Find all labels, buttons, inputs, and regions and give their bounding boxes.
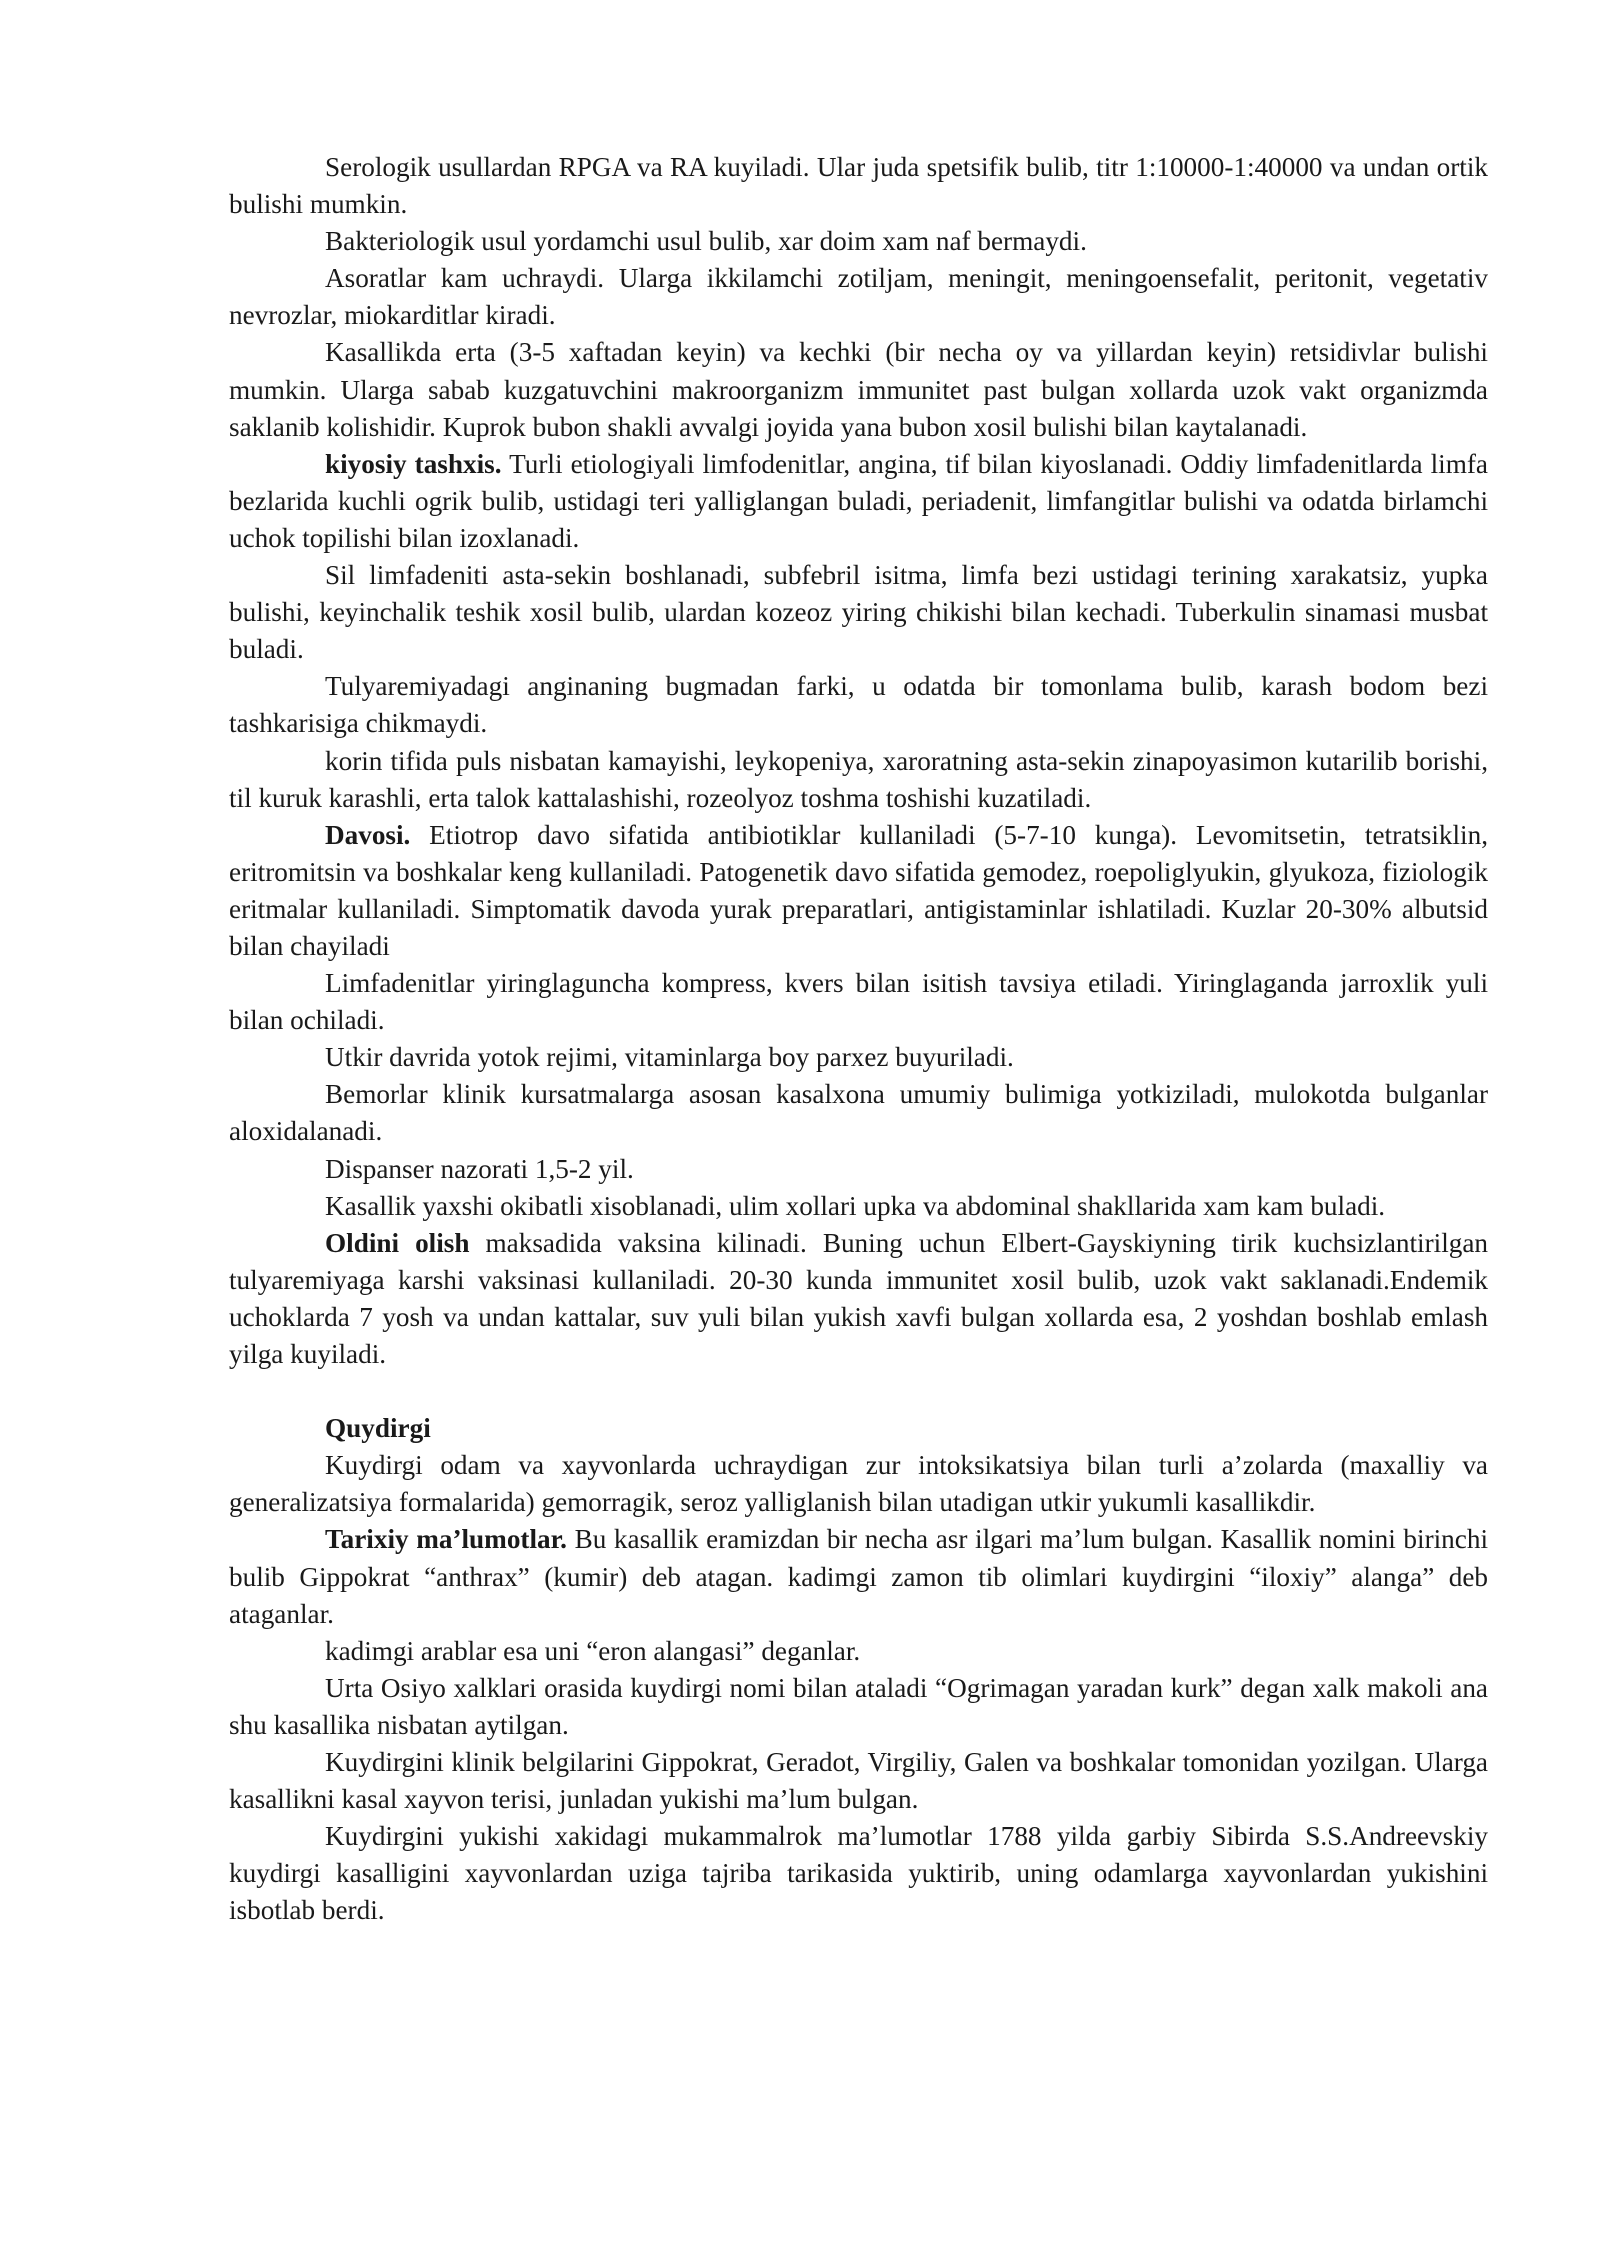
paragraph-lead: Tarixiy ma’lumotlar. bbox=[325, 1524, 567, 1555]
paragraph: Bakteriologik usul yordamchi usul bulib, xar doim xam naf bermaydi. bbox=[325, 226, 1087, 257]
section-heading: Quydirgi bbox=[325, 1413, 431, 1444]
paragraph: Kasallik yaxshi okibatli xisoblanadi, ulim xollari upka va abdominal shakllarida xam kam buladi. bbox=[325, 1190, 1386, 1221]
paragraph-text: maksadida vaksina kilinadi. Buning uchun Elbert-Gayskiyning tirik kuchsizlantirilgan tulyaremiyaga karshi vaksinasi kullaniladi. 20-30 kunda immunitet xosil bulib, uzok vakt saklanadi.Endemik uchoklarda 7 yosh va undan kattalar, suv yuli bilan yukish xavfi bulgan xollarda esa, 2 yoshdan boshlab emlash yilga kuyiladi. bbox=[229, 1227, 1488, 1369]
paragraph bbox=[229, 446, 1488, 557]
paragraph-lead: Davosi. bbox=[325, 819, 411, 850]
document-page bbox=[229, 149, 1488, 1930]
paragraph: Kuydirgi odam va xayvonlarda uchraydigan zur intoksikatsiya bilan turli a’zolarda (maxalliy va generalizatsiya formalarida) gemorragik, seroz yalliglanish bilan utadigan utkir yukumli kasallikdir. bbox=[229, 1450, 1488, 1518]
paragraph-lead: kiyosiy tashxis. bbox=[325, 448, 502, 479]
paragraph: Kasallikda erta (3-5 xaftadan keyin) va kechki (bir necha oy va yillardan keyin) retsidivlar bulishi mumkin. Ularga sabab kuzgatuvchini makroorganizm immunitet past bulgan xollarda uzok vakt organizmda saklanib kolishidir. Kuprok bubon shakli avvalgi joyida yana bubon xosil bulishi bilan kaytalanadi. bbox=[229, 337, 1488, 442]
paragraph: Urta Osiyo xalklari orasida kuydirgi nomi bilan ataladi “Ogrimagan yaradan kurk” degan xalk makoli ana shu kasallika nisbatan aytilgan. bbox=[229, 1672, 1488, 1740]
paragraph bbox=[229, 1225, 1488, 1373]
paragraph-text: Bu kasallik eramizdan bir necha asr ilgari ma’lum bulgan. Kasallik nomini birinchi bulib Gippokrat “anthrax” (kumir) deb atagan. kadimgi zamon tib olimlari kuydirgini “iloxiy” alanga” deb ataganlar. bbox=[229, 1524, 1488, 1629]
paragraph-text: Turli etiologiyali limfodenitlar, angina, tif bilan kiyoslanadi. Oddiy limfadenitlarda limfa bezlarida kuchli ogrik bulib, ustidagi teri yalliglangan buladi, periadenit, limfangitlar bulishi va odatda birlamchi uchok topilishi bilan izoxlanadi. bbox=[229, 448, 1488, 553]
paragraph: Bemorlar klinik kursatmalarga asosan kasalxona umumiy bulimiga yotkiziladi, mulokotda bulganlar aloxidalanadi. bbox=[229, 1079, 1488, 1147]
blank-line bbox=[229, 1373, 1488, 1410]
paragraph bbox=[229, 817, 1488, 965]
paragraph: Sil limfadeniti asta-sekin boshlanadi, subfebril isitma, limfa bezi ustidagi terining xarakatsiz, yupka bulishi, keyinchalik teshik xosil bulib, ulardan kozeoz yiring chikishi bilan kechadi. Tuberkulin sinamasi musbat buladi. bbox=[229, 560, 1488, 665]
paragraph: kadimgi arablar esa uni “eron alangasi” deganlar. bbox=[325, 1635, 861, 1666]
paragraph: Asoratlar kam uchraydi. Ularga ikkilamchi zotiljam, meningit, meningoensefalit, peritonit, vegetativ nevrozlar, miokarditlar kiradi. bbox=[229, 263, 1488, 331]
paragraph: Limfadenitlar yiringlaguncha kompress, kvers bilan isitish tavsiya etiladi. Yiringlaganda jarroxlik yuli bilan ochiladi. bbox=[229, 968, 1488, 1036]
paragraph: Tulyaremiyadagi anginaning bugmadan farki, u odatda bir tomonlama bulib, karash bodom bezi tashkarisiga chikmaydi. bbox=[229, 671, 1488, 739]
paragraph-text: Etiotrop davo sifatida antibiotiklar kullaniladi (5-7-10 kunga). Levomitsetin, tetratsiklin, eritromitsin va boshkalar keng kullaniladi. Patogenetik davo sifatida gemodez, roepoliglyukin, glyukoza, fiziologik eritmalar kullaniladi. Simptomatik davoda yurak preparatlari, antigistaminlar ishlatiladi. Kuzlar 20-30% albutsid bilan chayiladi bbox=[229, 819, 1488, 961]
paragraph: korin tifida puls nisbatan kamayishi, leykopeniya, xaroratning asta-sekin zinapoyasimon kutarilib borishi, til kuruk karashli, erta talok kattalashishi, rozeolyoz toshma toshishi kuzatiladi. bbox=[229, 745, 1488, 813]
paragraph: Kuydirgini yukishi xakidagi mukammalrok ma’lumotlar 1788 yilda garbiy Sibirda S.S.Andreevskiy kuydirgi kasalligini xayvonlardan uziga tajriba tarikasida yuktirib, uning odamlarga xayvonlardan yukishini isbotlab berdi. bbox=[229, 1821, 1488, 1926]
paragraph: Kuydirgini klinik belgilarini Gippokrat, Geradot, Virgiliy, Galen va boshkalar tomonidan yozilgan. Ularga kasallikni kasal xayvon terisi, junladan yukishi ma’lum bulgan. bbox=[229, 1747, 1488, 1815]
paragraph: Dispanser nazorati 1,5-2 yil. bbox=[325, 1153, 634, 1184]
paragraph: Serologik usullardan RPGA va RA kuyiladi. Ular juda spetsifik bulib, titr 1:10000-1:40000 va undan ortik bulishi mumkin. bbox=[229, 152, 1488, 220]
paragraph bbox=[229, 1521, 1488, 1632]
paragraph: Utkir davrida yotok rejimi, vitaminlarga boy parxez buyuriladi. bbox=[325, 1042, 1014, 1073]
paragraph-lead: Oldini olish bbox=[325, 1227, 470, 1258]
